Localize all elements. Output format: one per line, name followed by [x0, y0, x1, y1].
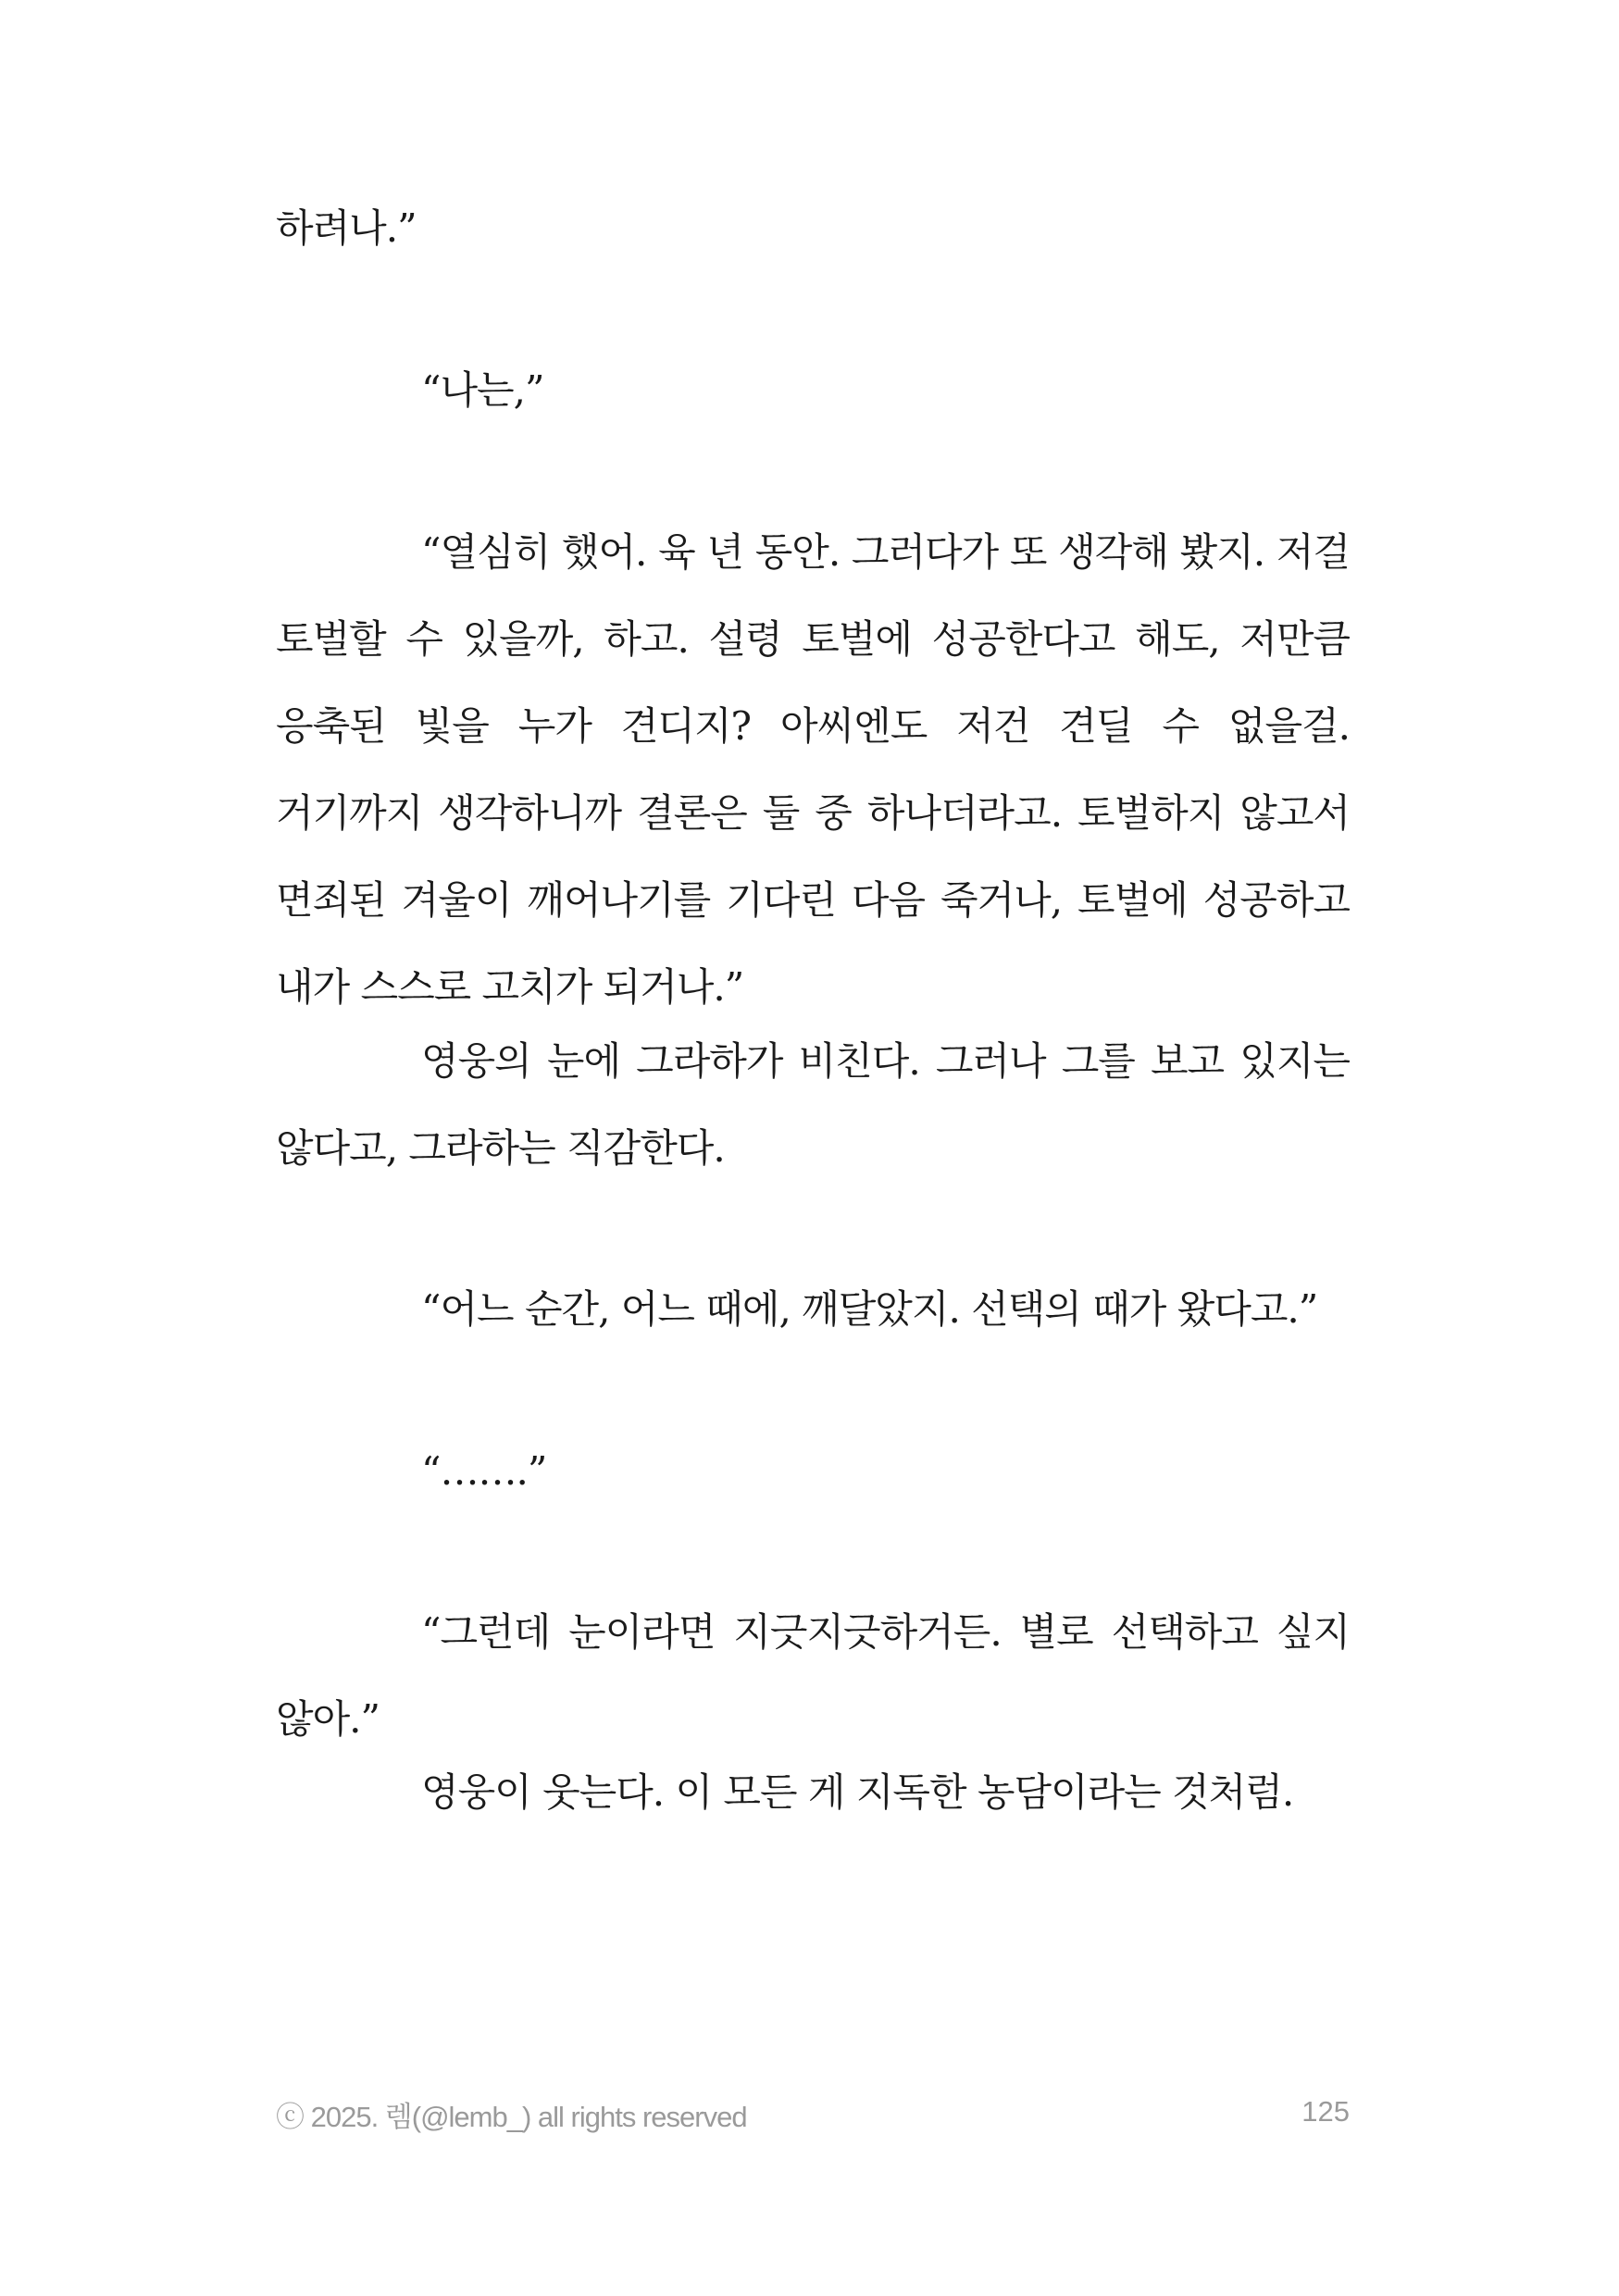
paragraph-text: “나는,” — [421, 367, 544, 413]
paragraph-2 — [276, 347, 1350, 434]
paragraph-text: “그런데 눈이라면 지긋지긋하거든. 별로 선택하고 싶지 않아.” — [276, 1609, 1350, 1742]
paragraph-text: “…….” — [421, 1448, 547, 1494]
paragraph-text: “열심히 했어. 육 년 동안. 그러다가 또 생각해 봤지. 저걸 토벌할 수 있을까, 하고. 설령 토벌에 성공한다고 해도, 저만큼 응축된 빛을 누가 견디지? 아씨엔도 저건 견딜 수 없을걸. 거기까지 생각하니까 결론은 둘 중 하나더라고. 토벌하지 않고서 면죄된 겨울이 깨어나기를 기다린 다음 죽거나, 토벌에 성공하고 내가 스스로 고치가 되거나.” — [276, 529, 1350, 1010]
paragraph-7 — [276, 1589, 1350, 1763]
page-number: 125 — [1301, 2095, 1350, 2128]
paragraph-text: 하려나.” — [276, 205, 417, 251]
paragraph-1 — [276, 185, 1350, 272]
paragraph-8 — [276, 1749, 1350, 1836]
paragraph-text: “어느 순간, 어느 때에, 깨달았지. 선택의 때가 왔다고.” — [421, 1286, 1318, 1332]
paragraph-text: 영웅이 웃는다. 이 모든 게 지독한 농담이라는 것처럼. — [421, 1769, 1294, 1815]
paragraph-4 — [276, 1018, 1350, 1192]
copyright-notice: ⓒ 2025. 렘(@lemb_) all rights reserved — [276, 2101, 747, 2133]
paragraph-text: 영웅의 눈에 그라하가 비친다. 그러나 그를 보고 있지는 않다고, 그라하는 직감한다. — [276, 1038, 1350, 1171]
paragraph-6 — [276, 1428, 1350, 1515]
paragraph-3 — [276, 509, 1350, 1031]
paragraph-5 — [276, 1266, 1350, 1353]
